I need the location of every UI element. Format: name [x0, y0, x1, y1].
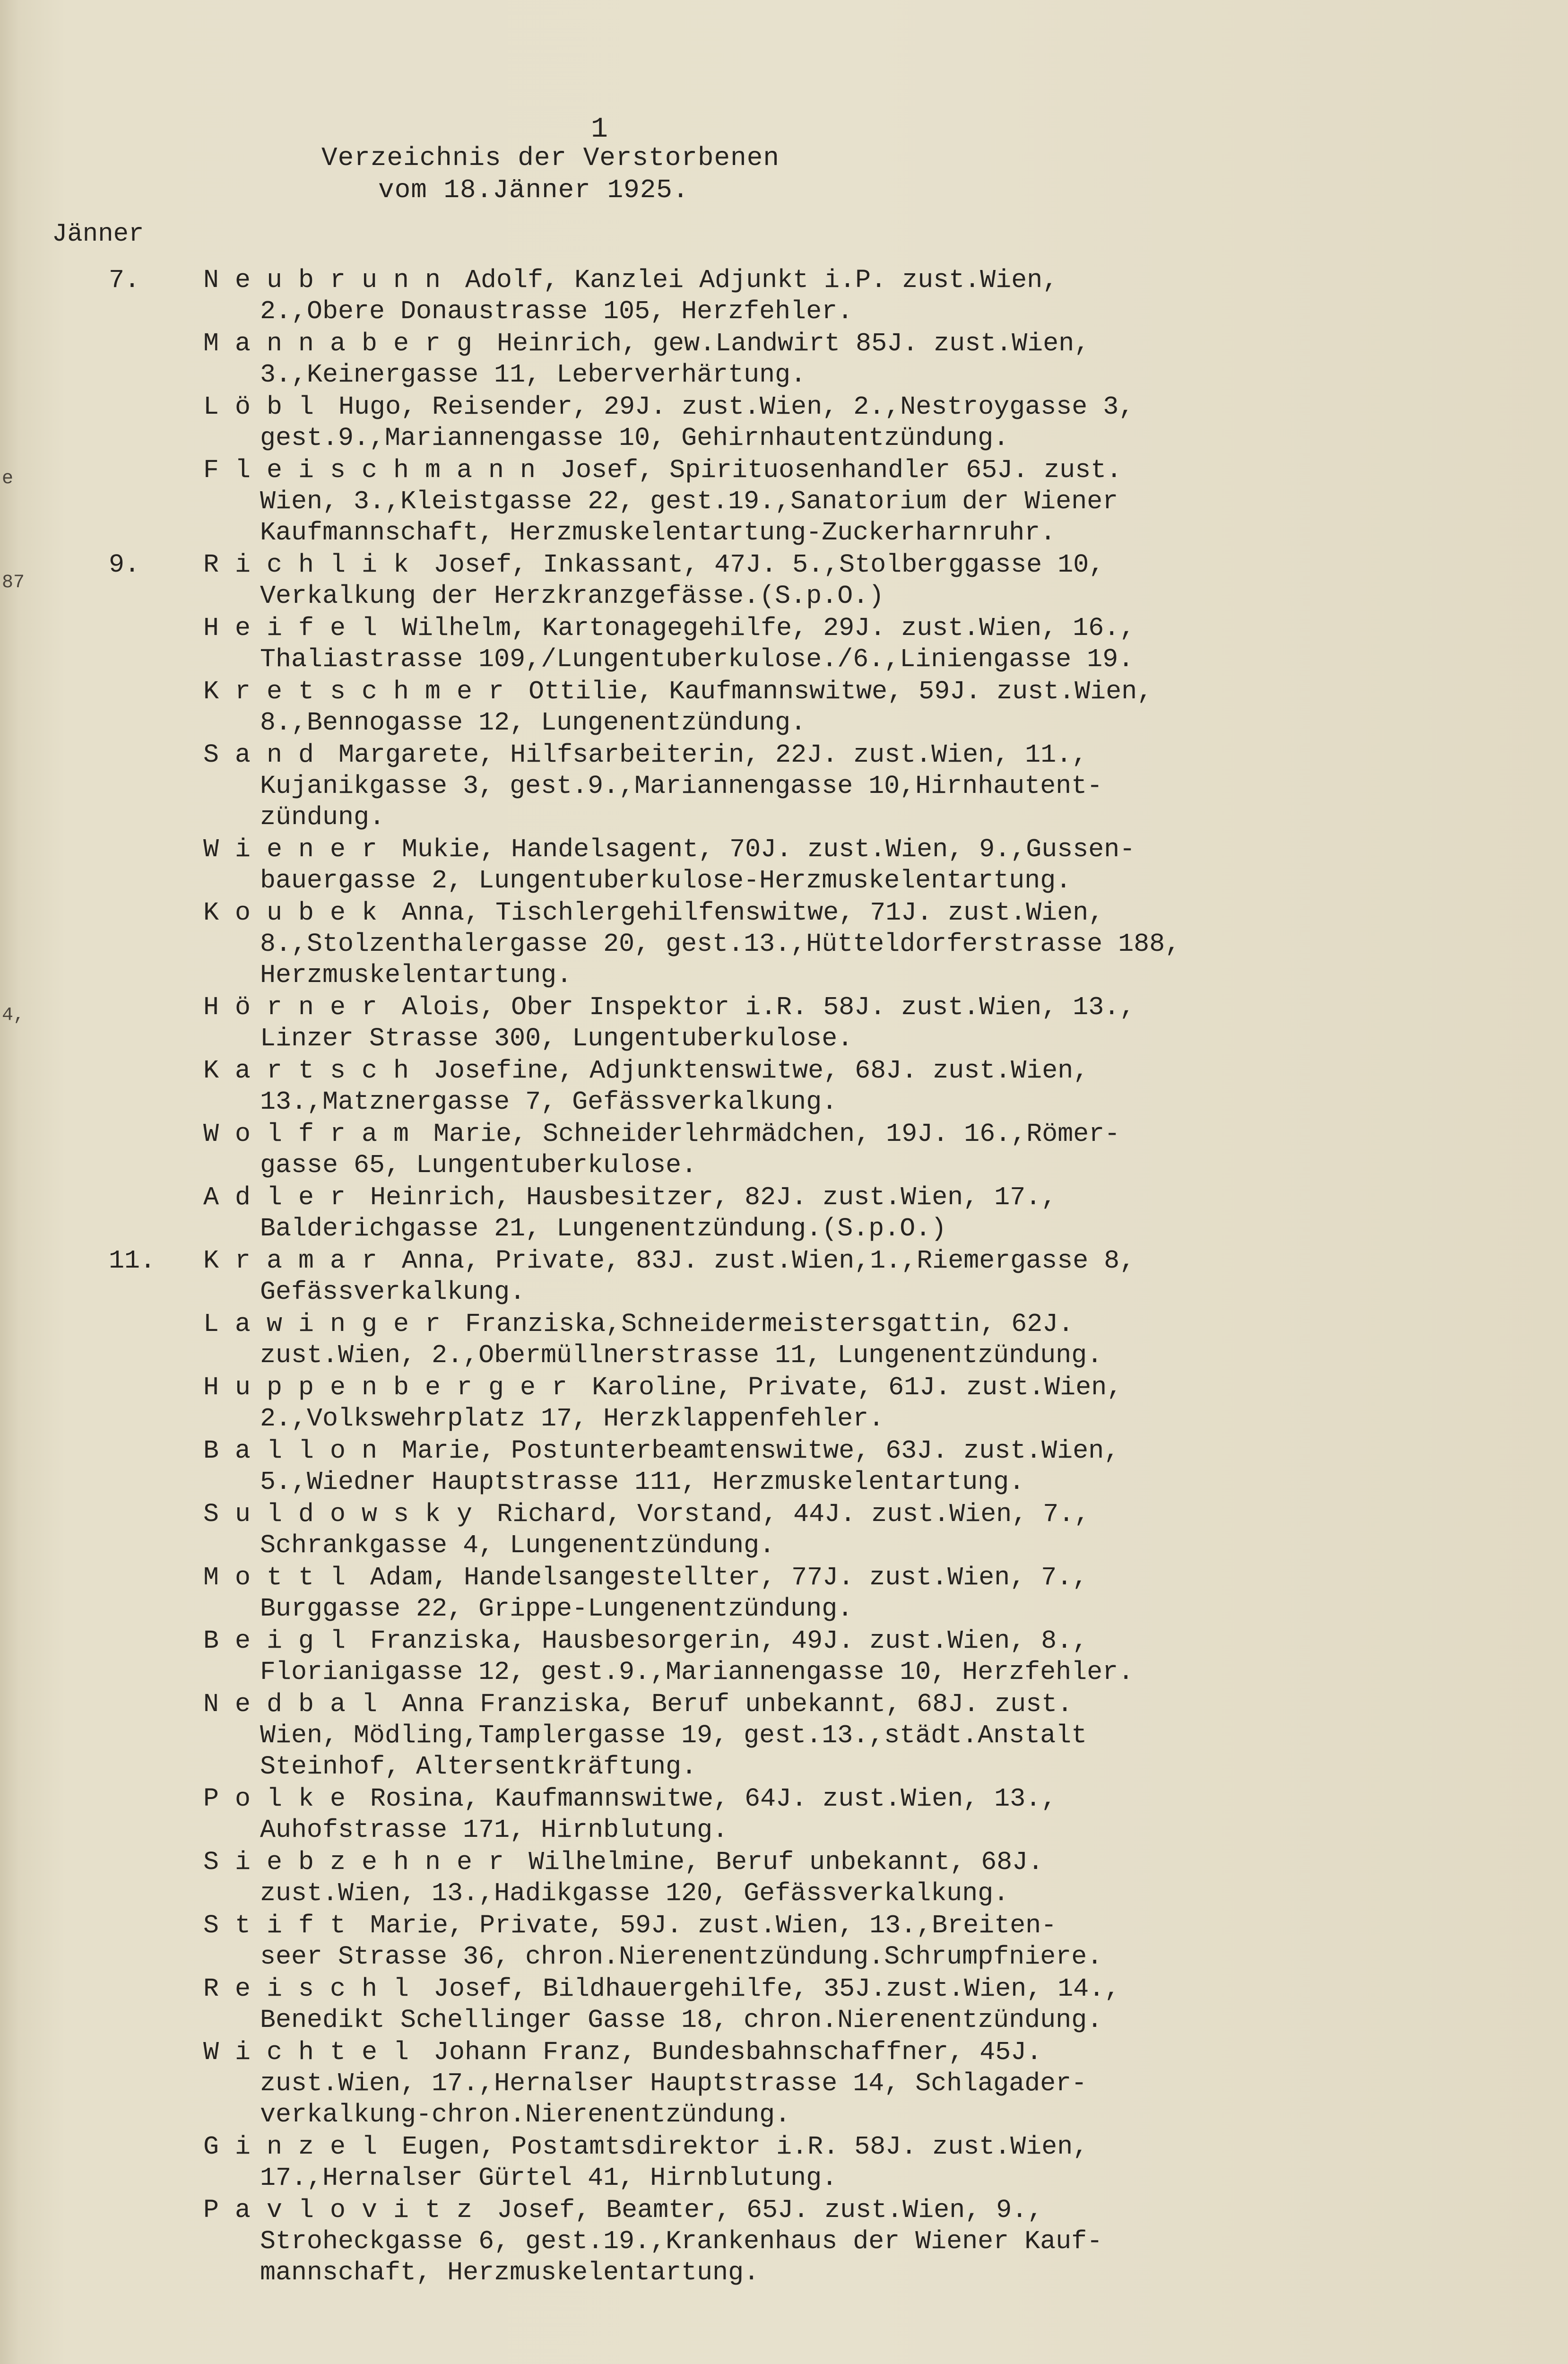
list-item: [0, 1625, 1568, 1688]
list-item: [0, 834, 1568, 896]
list-item: [0, 1372, 1568, 1434]
entry-continuation: gasse 65, Lungentuberkulose.: [260, 1150, 697, 1180]
entry-details: Anna, Tischlergehilfenswitwe, 71J. zust.Wien,: [402, 898, 1104, 928]
list-item: [0, 1435, 1568, 1498]
entry-continuation: gest.9.,Mariannengasse 10, Gehirnhautentzündung.: [260, 423, 1009, 453]
entry-details: Hugo, Reisender, 29J. zust.Wien, 2.,Nestroygasse 3,: [338, 392, 1135, 422]
page-number: 1: [591, 113, 609, 146]
entry-first-line: [0, 1372, 1568, 1403]
entry-first-line: [0, 1499, 1568, 1530]
entry-first-line: [0, 2131, 1568, 2163]
list-item: [0, 2195, 1568, 2288]
entry-continuation: verkalkung-chron.Nierenentzündung.: [260, 2100, 791, 2129]
entry-first-line: [0, 1973, 1568, 2005]
entry-first-line: [0, 1562, 1568, 1593]
entry-first-line: [0, 834, 1568, 865]
margin-mark: 4,: [2, 1005, 25, 1026]
entry-first-line: [0, 739, 1568, 771]
entry-surname: Beigl: [203, 1626, 362, 1656]
entry-surname: Siebzehner: [203, 1847, 520, 1877]
entry-day: 9.: [109, 550, 140, 580]
list-item: [0, 1309, 1568, 1371]
entry-continuation: Kaufmannschaft, Herzmuskelentartung-Zuckerharnruhr.: [260, 518, 1056, 548]
entry-continuation: Auhofstrasse 171, Hirnblutung.: [260, 1815, 728, 1845]
entry-continuation: zündung.: [260, 802, 385, 832]
list-item: [0, 265, 1568, 327]
entry-continuation: Florianigasse 12, gest.9.,Mariannengasse 10, Herzfehler.: [260, 1657, 1134, 1687]
entry-details: Marie, Private, 59J. zust.Wien, 13.,Breiten-: [370, 1911, 1057, 1940]
list-item: [0, 549, 1568, 612]
entry-continuation: Stroheckgasse 6, gest.19.,Krankenhaus der Wiener Kauf-: [260, 2226, 1103, 2256]
entry-first-line: [0, 1847, 1568, 1878]
entry-continuation: 2.,Obere Donaustrasse 105, Herzfehler.: [260, 296, 853, 326]
entry-details: Adam, Handelsangestellter, 77J. zust.Wien, 7.,: [370, 1563, 1088, 1592]
entry-continuation: 2.,Volkswehrplatz 17, Herzklappenfehler.: [260, 1404, 884, 1434]
entry-first-line: [0, 2195, 1568, 2226]
entry-details: Marie, Postunterbeamtenswitwe, 63J. zust.Wien,: [402, 1436, 1120, 1466]
entry-surname: Mottl: [203, 1563, 362, 1592]
entry-first-line: [0, 1435, 1568, 1467]
entry-surname: Kretschmer: [203, 677, 520, 706]
list-item: [0, 1783, 1568, 1846]
entry-surname: Lawinger: [203, 1309, 457, 1339]
entry-surname: Suldowsky: [203, 1499, 489, 1529]
entry-continuation: bauergasse 2, Lungentuberkulose-Herzmuskelentartung.: [260, 866, 1072, 895]
margin-mark: 87: [2, 572, 25, 593]
entry-details: Margarete, Hilfsarbeiterin, 22J. zust.Wien, 11.,: [338, 740, 1088, 770]
entry-surname: Löbl: [203, 392, 330, 422]
entry-surname: Wolfram: [203, 1119, 425, 1149]
entry-first-line: [0, 1182, 1568, 1213]
list-item: [0, 1973, 1568, 2036]
entry-day: 11.: [109, 1246, 156, 1276]
entry-list: [0, 265, 1568, 2289]
entry-first-line: [0, 265, 1568, 296]
entry-first-line: [0, 992, 1568, 1023]
margin-mark: e: [2, 468, 14, 489]
entry-surname: Wichtel: [203, 2037, 425, 2067]
entry-surname: Neubrunn: [203, 265, 457, 295]
entry-first-line: [0, 1625, 1568, 1657]
entry-first-line: [0, 676, 1568, 707]
entry-first-line: [0, 1910, 1568, 1941]
entry-continuation: zust.Wien, 2.,Obermüllnerstrasse 11, Lungenentzündung.: [260, 1340, 1103, 1370]
entry-continuation: Wien, 3.,Kleistgasse 22, gest.19.,Sanatorium der Wiener: [260, 487, 1118, 516]
list-item: [0, 676, 1568, 739]
entry-details: Josef, Inkassant, 47J. 5.,Stolberggasse 10,: [433, 550, 1105, 580]
entry-details: Franziska, Hausbesorgerin, 49J. zust.Wien, 8.,: [370, 1626, 1088, 1656]
entry-details: Josefine, Adjunktenswitwe, 68J. zust.Wien,: [433, 1056, 1089, 1086]
entry-details: Karoline, Private, 61J. zust.Wien,: [592, 1373, 1123, 1402]
entry-details: Ottilie, Kaufmannswitwe, 59J. zust.Wien,: [528, 677, 1153, 706]
entry-details: Josef, Spirituosenhandler 65J. zust.: [560, 455, 1122, 485]
entry-continuation: 8.,Bennogasse 12, Lungenentzündung.: [260, 708, 806, 738]
entry-continuation: Benedikt Schellinger Gasse 18, chron.Nierenentzündung.: [260, 2005, 1103, 2035]
entry-details: Josef, Bildhauergehilfe, 35J.zust.Wien, 14.,: [433, 1974, 1120, 2004]
entry-first-line: [0, 1689, 1568, 1720]
entry-continuation: Gefässverkalkung.: [260, 1277, 526, 1307]
entry-surname: Nedbal: [203, 1689, 394, 1719]
list-item: [0, 739, 1568, 833]
entry-surname: Polke: [203, 1784, 362, 1814]
entry-surname: Stift: [203, 1911, 362, 1940]
entry-continuation: zust.Wien, 17.,Hernalser Hauptstrasse 14, Schlagader-: [260, 2068, 1087, 2098]
entry-surname: Huppenberger: [203, 1373, 584, 1402]
entry-continuation: Steinhof, Altersentkräftung.: [260, 1752, 697, 1782]
list-item: [0, 897, 1568, 991]
entry-surname: Reischl: [203, 1974, 425, 2004]
entry-surname: Sand: [203, 740, 330, 770]
list-item: [0, 1910, 1568, 1973]
entry-surname: Pavlovitz: [203, 2195, 489, 2225]
entry-continuation: Schrankgasse 4, Lungenentzündung.: [260, 1530, 775, 1560]
list-item: [0, 1119, 1568, 1181]
entry-details: Anna Franziska, Beruf unbekannt, 68J. zust.: [402, 1689, 1073, 1719]
entry-details: Johann Franz, Bundesbahnschaffner, 45J.: [433, 2037, 1042, 2067]
entry-continuation: Thaliastrasse 109,/Lungentuberkulose./6.,Liniengasse 19.: [260, 644, 1134, 674]
list-item: [0, 1499, 1568, 1561]
list-item: [0, 613, 1568, 675]
entry-surname: Ballon: [203, 1436, 394, 1466]
entry-details: Wilhelmine, Beruf unbekannt, 68J.: [528, 1847, 1044, 1877]
entry-surname: Heifel: [203, 613, 394, 643]
entry-surname: Hörner: [203, 992, 394, 1022]
page-title: [321, 142, 780, 206]
entry-first-line: [0, 455, 1568, 486]
entry-details: Mukie, Handelsagent, 70J. zust.Wien, 9.,Gussen-: [402, 834, 1135, 864]
entry-first-line: [0, 1119, 1568, 1150]
entry-continuation: 17.,Hernalser Gürtel 41, Hirnblutung.: [260, 2163, 838, 2193]
entry-day: 7.: [109, 265, 140, 295]
title-line: vom 18.Jänner 1925.: [378, 175, 689, 205]
entry-details: Marie, Schneiderlehrmädchen, 19J. 16.,Römer-: [433, 1119, 1120, 1149]
entry-details: Alois, Ober Inspektor i.R. 58J. zust.Wien, 13.,: [402, 992, 1135, 1022]
entry-surname: Adler: [203, 1182, 362, 1212]
list-item: [0, 1562, 1568, 1625]
entry-continuation: Wien, Mödling,Tamplergasse 19, gest.13.,städt.Anstalt: [260, 1721, 1087, 1750]
entry-surname: Richlik: [203, 550, 425, 580]
list-item: [0, 2131, 1568, 2194]
entry-first-line: [0, 613, 1568, 644]
entry-surname: Mannaberg: [203, 329, 489, 358]
list-item: [0, 1055, 1568, 1118]
entry-details: Franziska,Schneidermeistersgattin, 62J.: [465, 1309, 1074, 1339]
month-heading: Jänner: [52, 220, 144, 249]
entry-continuation: 13.,Matznergasse 7, Gefässverkalkung.: [260, 1087, 838, 1117]
entry-first-line: [0, 1783, 1568, 1815]
entry-details: Josef, Beamter, 65J. zust.Wien, 9.,: [497, 2195, 1043, 2225]
list-item: [0, 1182, 1568, 1244]
entry-continuation: zust.Wien, 13.,Hadikgasse 120, Gefässverkalkung.: [260, 1878, 1009, 1908]
entry-first-line: [0, 1245, 1568, 1277]
entry-surname: Wiener: [203, 834, 394, 864]
entry-continuation: 3.,Keinergasse 11, Leberverhärtung.: [260, 360, 806, 390]
entry-details: Eugen, Postamtsdirektor i.R. 58J. zust.Wien,: [402, 2132, 1089, 2162]
entry-details: Heinrich, Hausbesitzer, 82J. zust.Wien, 17.,: [370, 1182, 1057, 1212]
entry-first-line: [0, 328, 1568, 359]
entry-continuation: 5.,Wiedner Hauptstrasse 111, Herzmuskelentartung.: [260, 1467, 1025, 1497]
list-item: [0, 391, 1568, 454]
entry-surname: Kramar: [203, 1246, 394, 1276]
list-item: [0, 1847, 1568, 1909]
entry-details: Richard, Vorstand, 44J. zust.Wien, 7.,: [497, 1499, 1090, 1529]
list-item: [0, 328, 1568, 391]
entry-details: Anna, Private, 83J. zust.Wien,1.,Riemergasse 8,: [402, 1246, 1135, 1276]
entry-continuation: Herzmuskelentartung.: [260, 960, 572, 990]
entry-first-line: [0, 391, 1568, 423]
entry-continuation: Balderichgasse 21, Lungenentzündung.(S.p.O.): [260, 1214, 947, 1243]
entry-details: Rosina, Kaufmannswitwe, 64J. zust.Wien, 13.,: [370, 1784, 1057, 1814]
list-item: [0, 1245, 1568, 1308]
entry-details: Wilhelm, Kartonagegehilfe, 29J. zust.Wien, 16.,: [402, 613, 1135, 643]
entry-surname: Koubek: [203, 898, 394, 928]
entry-surname: Fleischmann: [203, 455, 552, 485]
entry-first-line: [0, 897, 1568, 929]
entry-continuation: seer Strasse 36, chron.Nierenentzündung.Schrumpfniere.: [260, 1942, 1103, 1972]
entry-first-line: [0, 2037, 1568, 2068]
entry-surname: Kartsch: [203, 1056, 425, 1086]
list-item: [0, 2037, 1568, 2130]
entry-continuation: mannschaft, Herzmuskelentartung.: [260, 2258, 760, 2287]
title-line: Verzeichnis der Verstorbenen: [321, 143, 780, 173]
entry-details: Heinrich, gew.Landwirt 85J. zust.Wien,: [497, 329, 1090, 358]
entry-continuation: Linzer Strasse 300, Lungentuberkulose.: [260, 1024, 853, 1053]
entry-continuation: 8.,Stolzenthalergasse 20, gest.13.,Hütteldorferstrasse 188,: [260, 929, 1181, 959]
entry-continuation: Burggasse 22, Grippe-Lungenentzündung.: [260, 1594, 853, 1624]
list-item: [0, 455, 1568, 548]
entry-continuation: Kujanikgasse 3, gest.9.,Mariannengasse 10,Hirnhautent-: [260, 771, 1103, 801]
entry-surname: Ginzel: [203, 2132, 394, 2162]
entry-continuation: Verkalkung der Herzkranzgefässe.(S.p.O.): [260, 581, 884, 611]
list-item: [0, 1689, 1568, 1782]
entry-first-line: [0, 1309, 1568, 1340]
entry-first-line: [0, 1055, 1568, 1086]
entry-first-line: [0, 549, 1568, 581]
list-item: [0, 992, 1568, 1054]
entry-details: Adolf, Kanzlei Adjunkt i.P. zust.Wien,: [465, 265, 1058, 295]
